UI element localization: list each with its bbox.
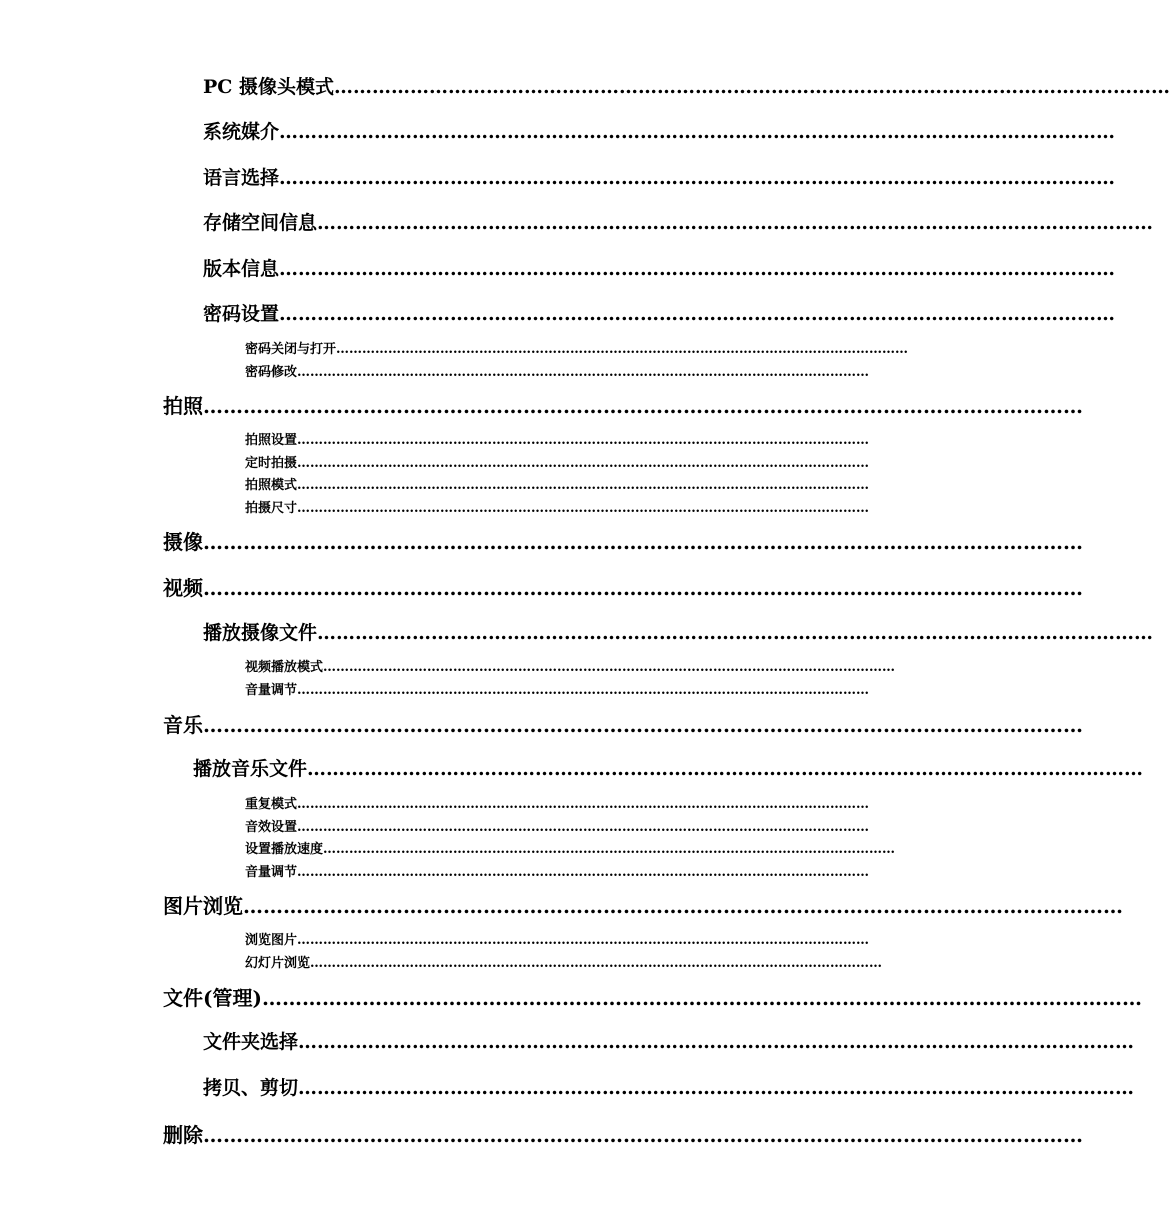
- leader-dots: ……………………………………………………………………………………………………………………: [317, 622, 1154, 644]
- leader-dots: ……………………………………………………………………………………………………………………: [307, 758, 1144, 780]
- toc-entry-label: 拍照设置: [245, 433, 298, 448]
- leader-dots: ……………………………………………………………………………………………………………………: [203, 530, 1083, 554]
- toc-entry-label: 语言选择: [203, 167, 280, 189]
- toc-entry-label: 版本信息: [203, 258, 280, 280]
- toc-entry-label: 视频播放模式: [245, 660, 324, 675]
- toc-entry-label: 幻灯片浏览: [245, 956, 311, 971]
- toc-entry-delete: [163, 1119, 1083, 1148]
- toc-entry-photo-settings: [245, 429, 870, 448]
- leader-dots: ……………………………………………………………………………………………………………………: [317, 212, 1154, 234]
- leader-dots: ……………………………………………………………………………………………………………………: [203, 394, 1083, 418]
- toc-entry-password-settings: [203, 299, 1116, 326]
- toc-entry-storage-info: [203, 208, 1154, 235]
- toc-entry-photo-size: [245, 497, 870, 516]
- toc-entry-password-toggle: [245, 338, 909, 357]
- toc-entry-music: [163, 709, 1083, 738]
- toc-entry-play-speed: [245, 838, 896, 857]
- toc-entry-label: 图片浏览: [163, 894, 243, 918]
- toc-entry-password-change: [245, 361, 870, 380]
- toc-entry-video-record: [163, 526, 1083, 555]
- toc-entry-video: [163, 572, 1083, 601]
- toc-entry-label: 浏览图片: [245, 933, 298, 948]
- leader-dots: ……………………………………………………………………………………………………………………: [261, 986, 1142, 1010]
- leader-dots: ……………………………………………………………………………………………………………………: [243, 894, 1123, 918]
- toc-entry-label: 删除: [163, 1123, 203, 1147]
- leader-dots: ……………………………………………………………………………………………………………………: [279, 167, 1116, 189]
- toc-entry-video-volume: [245, 679, 870, 698]
- toc-entry-system-media: [203, 117, 1116, 144]
- leader-dots: ……………………………………………………………………………………………………………………: [297, 797, 870, 812]
- toc-entry-label: 密码关闭与打开: [245, 342, 337, 357]
- leader-dots: ……………………………………………………………………………………………………………………: [323, 842, 896, 857]
- leader-dots: ……………………………………………………………………………………………………………………: [297, 456, 870, 471]
- toc-entry-label: 定时拍摄: [245, 456, 298, 471]
- toc-entry-label: 文件夹选择: [203, 1031, 299, 1053]
- leader-dots: ……………………………………………………………………………………………………………………: [298, 1077, 1135, 1099]
- leader-dots: ……………………………………………………………………………………………………………………: [297, 478, 870, 493]
- leader-dots: ……………………………………………………………………………………………………………………: [298, 1031, 1135, 1053]
- toc-entry-label: 存储空间信息: [203, 212, 318, 234]
- toc-entry-label: 拍照: [163, 394, 203, 418]
- toc-entry-label: 播放音乐文件: [193, 758, 308, 780]
- leader-dots: ……………………………………………………………………………………………………………………: [203, 713, 1083, 737]
- toc-entry-language-select: [203, 163, 1116, 190]
- toc-entry-slideshow: [245, 952, 883, 971]
- toc-entry-label: 音量调节: [245, 865, 298, 880]
- toc-entry-label: 拍摄尺寸: [245, 501, 298, 516]
- toc-entry-pc-camera-mode: [203, 72, 1170, 99]
- leader-dots: ……………………………………………………………………………………………………………………: [279, 303, 1116, 325]
- leader-dots: ……………………………………………………………………………………………………………………: [297, 820, 870, 835]
- toc-entry-label: 重复模式: [245, 797, 298, 812]
- leader-dots: ……………………………………………………………………………………………………………………: [297, 683, 870, 698]
- leader-dots: ……………………………………………………………………………………………………………………: [336, 342, 909, 357]
- toc-entry-picture-browse: [163, 890, 1123, 919]
- leader-dots: ……………………………………………………………………………………………………………………: [297, 501, 870, 516]
- leader-dots: ……………………………………………………………………………………………………………………: [297, 365, 870, 380]
- toc-entry-label: 视频: [163, 576, 203, 600]
- toc-entry-label: 音乐: [163, 713, 203, 737]
- toc-entry-label: 音量调节: [245, 683, 298, 698]
- toc-entry-browse-picture: [245, 929, 870, 948]
- leader-dots: ……………………………………………………………………………………………………………………: [297, 433, 870, 448]
- leader-dots: ……………………………………………………………………………………………………………………: [203, 576, 1083, 600]
- toc-entry-music-volume: [245, 861, 870, 880]
- toc-entry-play-video-file: [203, 618, 1154, 645]
- toc-entry-photo-mode: [245, 474, 870, 493]
- toc-entry-label: 播放摄像文件: [203, 622, 318, 644]
- toc-entry-label: 密码修改: [245, 365, 298, 380]
- toc-entry-label: 文件(管理): [163, 986, 262, 1010]
- toc-entry-folder-select: [203, 1027, 1135, 1054]
- toc-entry-label: 拍照模式: [245, 478, 298, 493]
- leader-dots: ……………………………………………………………………………………………………………………: [297, 933, 870, 948]
- toc-entry-copy-cut: [203, 1073, 1135, 1100]
- toc-entry-video-play-mode: [245, 656, 896, 675]
- toc-entry-label: 音效设置: [245, 820, 298, 835]
- toc-entry-label: 设置播放速度: [245, 842, 324, 857]
- toc-entry-label: 密码设置: [203, 303, 280, 325]
- toc-entry-repeat-mode: [245, 793, 870, 812]
- leader-dots: ……………………………………………………………………………………………………………………: [203, 1123, 1083, 1147]
- leader-dots: ……………………………………………………………………………………………………………………: [334, 76, 1170, 98]
- toc-entry-file-manage: [163, 982, 1142, 1011]
- leader-dots: ……………………………………………………………………………………………………………………: [279, 258, 1116, 280]
- leader-dots: ……………………………………………………………………………………………………………………: [297, 865, 870, 880]
- toc-entry-label: 摄像: [163, 530, 203, 554]
- toc-entry-photo: [163, 390, 1083, 419]
- toc-entry-version-info: [203, 254, 1116, 281]
- leader-dots: ……………………………………………………………………………………………………………………: [323, 660, 896, 675]
- leader-dots: ……………………………………………………………………………………………………………………: [279, 121, 1116, 143]
- toc-entry-timed-shot: [245, 452, 870, 471]
- leader-dots: ……………………………………………………………………………………………………………………: [310, 956, 883, 971]
- toc-entry-sound-effect: [245, 816, 870, 835]
- toc-entry-label: PC 摄像头模式: [203, 76, 335, 98]
- toc-entry-label: 系统媒介: [203, 121, 280, 143]
- toc-entry-play-music-file: [193, 754, 1144, 781]
- toc-entry-label: 拷贝、剪切: [203, 1077, 299, 1099]
